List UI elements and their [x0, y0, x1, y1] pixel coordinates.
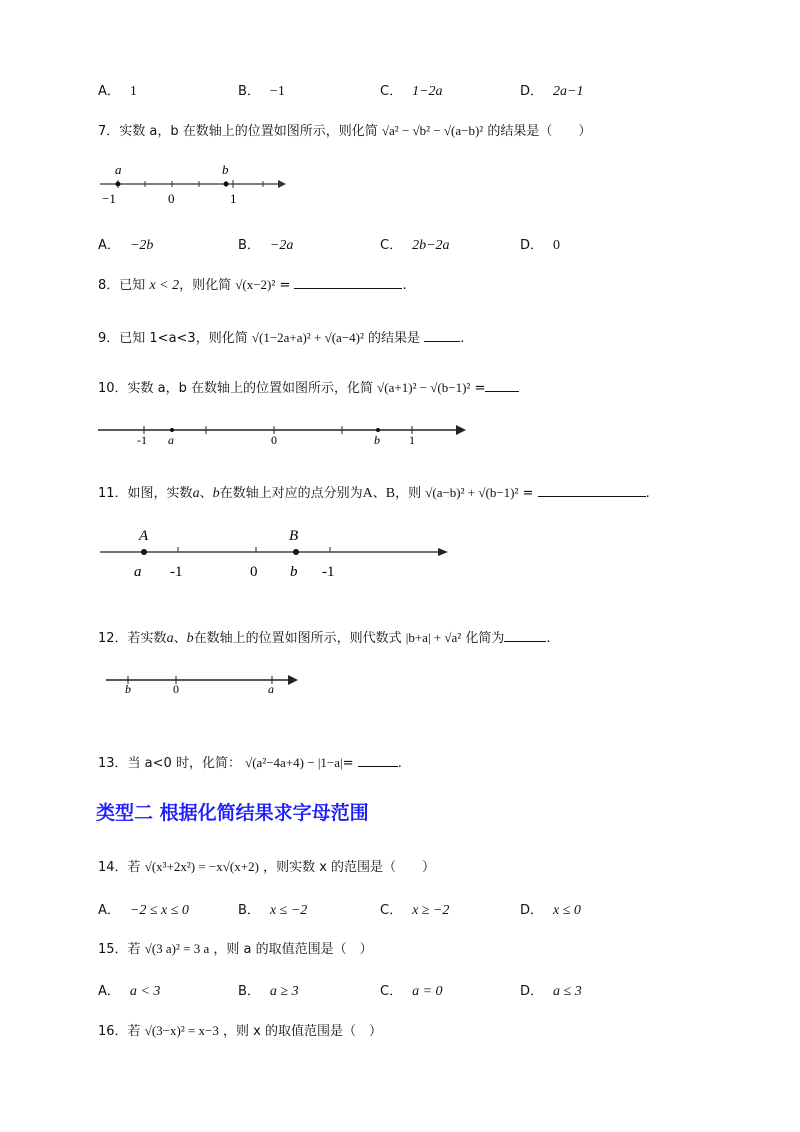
- q10-label-b: b: [374, 433, 380, 447]
- option-a: A． −2b: [98, 238, 154, 253]
- q15-expression: √(3 a)² = 3 a: [144, 941, 210, 956]
- option-a: A． a < 3: [98, 984, 161, 999]
- q16-expression: √(3−x)² = x−3: [144, 1023, 219, 1038]
- question-15: 15．若 √(3 a)² = 3 a ，则 a 的取值范围是（ ）: [98, 941, 373, 957]
- q10-expression: √(a+1)² − √(b−1)²: [377, 380, 471, 395]
- q15-options: [98, 980, 718, 1000]
- q11-label-a: a: [134, 564, 142, 580]
- option-c: C． x ≥ −2: [380, 903, 450, 918]
- answer-blank[interactable]: [358, 754, 398, 767]
- q14-expression: √(x³+2x²) = −x√(x+2): [144, 859, 259, 874]
- answer-blank[interactable]: [294, 276, 402, 289]
- option-a: A． −2 ≤ x ≤ 0: [98, 903, 189, 918]
- q7-label-zero: 0: [168, 191, 175, 206]
- option-d: D． a ≤ 3: [520, 984, 582, 999]
- q11-number-line: [96, 524, 456, 584]
- q7-label-neg1: −1: [102, 191, 116, 206]
- answer-blank[interactable]: [485, 379, 519, 392]
- q8-expression: √(x−2)²: [235, 277, 276, 292]
- q6-options: [98, 80, 718, 100]
- option-b: B． a ≥ 3: [238, 984, 299, 999]
- option-d: D． 0: [520, 238, 561, 253]
- question-12: 12．若实数a、b在数轴上的位置如图所示，则代数式 |b+a| + √a² 化简为 .: [98, 630, 551, 646]
- q14-options: [98, 899, 718, 919]
- q7-label-b: b: [222, 162, 229, 177]
- option-c: C． 2b−2a: [380, 238, 450, 253]
- q10-label-one: 1: [409, 433, 415, 447]
- section-title: 类型二 根据化简结果求字母范围: [96, 802, 369, 824]
- q7-number-line: [98, 160, 298, 210]
- question-8: 8．已知 x < 2，则化简 √(x−2)² = .: [98, 277, 407, 293]
- q11-label-b: b: [290, 564, 298, 580]
- q11-label-zero: 0: [250, 564, 258, 580]
- q12-label-a: a: [268, 682, 274, 696]
- question-11: 11．如图，实数a、b在数轴上对应的点分别为A、B，则 √(a−b)² + √(b−1)² = .: [98, 485, 650, 501]
- q11-label-A: A: [139, 528, 149, 544]
- option-b: B． −1: [238, 84, 285, 99]
- q10-label-neg1: -1: [137, 433, 147, 447]
- q10-label-a: a: [168, 433, 174, 447]
- question-9: 9．已知 1<a<3，则化简 √(1−2a+a)² + √(a−4)² 的结果是 .: [98, 330, 465, 346]
- answer-blank[interactable]: [504, 629, 546, 642]
- question-14: 14．若 √(x³+2x²) = −x√(x+2) ，则实数 x 的范围是（ ）: [98, 859, 436, 875]
- option-d: D． 2a−1: [520, 84, 584, 99]
- question-7: 7．实数 a，b 在数轴上的位置如图所示，则化简 √a² − √b² − √(a−b)² 的结果是（ ）: [98, 123, 592, 139]
- q11-label-neg1: -1: [170, 564, 183, 580]
- q12-label-b: b: [125, 682, 131, 696]
- answer-blank[interactable]: [424, 329, 460, 342]
- q10-label-zero: 0: [271, 433, 277, 447]
- option-a: A． 1: [98, 84, 137, 99]
- q7-label-a: a: [115, 162, 122, 177]
- q7-expression: √a² − √b² − √(a−b)²: [381, 123, 484, 138]
- q11-label-neg1b: -1: [322, 564, 335, 580]
- q9-expression: √(1−2a+a)² + √(a−4)²: [251, 330, 364, 345]
- option-c: C． 1−2a: [380, 84, 443, 99]
- q12-label-zero: 0: [173, 682, 179, 696]
- question-13: 13．当 a<0 时，化简： √(a²−4a+4) − |1−a|= .: [98, 755, 402, 771]
- option-b: B． x ≤ −2: [238, 903, 308, 918]
- q12-expression: |b+a| + √a²: [405, 630, 462, 645]
- q10-number-line: [96, 420, 476, 450]
- answer-blank[interactable]: [538, 484, 646, 497]
- q12-number-line: [104, 668, 304, 698]
- question-10: 10．实数 a，b 在数轴上的位置如图所示，化简 √(a+1)² − √(b−1)² =: [98, 377, 519, 396]
- q11-expression: √(a−b)² + √(b−1)²: [425, 485, 519, 500]
- option-b: B． −2a: [238, 238, 294, 253]
- option-d: D． x ≤ 0: [520, 903, 581, 918]
- q13-expression: √(a²−4a+4) − |1−a|: [245, 755, 343, 770]
- question-16: 16．若 √(3−x)² = x−3 ，则 x 的取值范围是（ ）: [98, 1023, 382, 1039]
- q7-label-one: 1: [230, 191, 237, 206]
- q7-options: [98, 234, 718, 254]
- option-c: C． a = 0: [380, 984, 443, 999]
- q11-label-B: B: [289, 528, 299, 544]
